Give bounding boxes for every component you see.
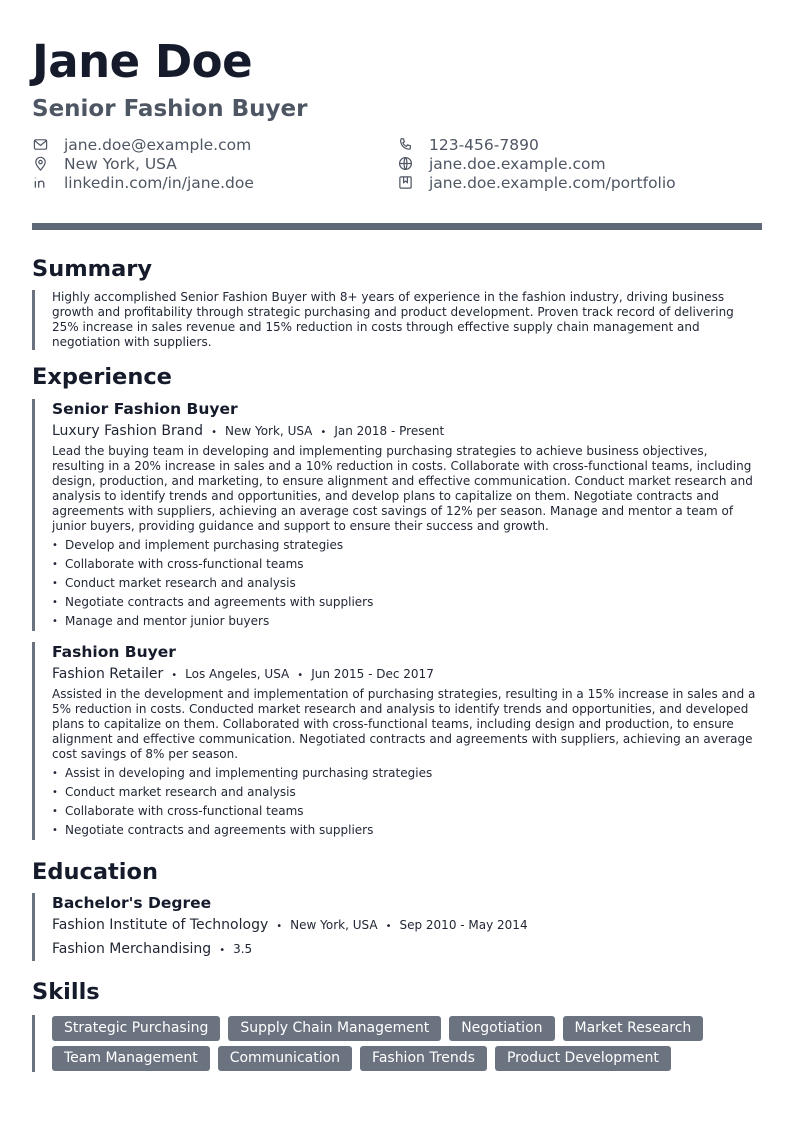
skill-chip: Supply Chain Management [228,1016,441,1041]
contact-portfolio-text: jane.doe.example.com/portfolio [429,173,676,192]
contact-email[interactable] [32,135,397,154]
skill-chip: Team Management [52,1046,210,1071]
list-item: • Conduct market research and analysis [52,574,762,593]
list-item: • Collaborate with cross-functional teams [52,802,762,821]
job-role: Fashion Buyer [52,643,176,661]
location-pin-icon [32,156,48,172]
separator-dot: • [320,427,327,438]
linkedin-icon [32,175,48,191]
separator-dot: • [385,921,392,932]
education-dates: Sep 2010 - May 2014 [399,918,528,932]
experience-heading: Experience [32,364,172,390]
job-entry [32,642,762,840]
list-item: • Develop and implement purchasing strategies [52,536,762,555]
separator-dot: • [171,670,178,681]
job-company: Luxury Fashion Brand [52,423,204,439]
job-location: Los Angeles, USA [185,667,290,681]
job-description: Assisted in the development and implementation of purchasing strategies, resulting in a 15% increase in sales and a 5% reduction in costs. Conducted market research and analysis to identify trends and opportunities, and developed plans to capitalize on them. Collaborated with cross-functional teams, including design and production, to ensure alignment and effective communication. Negotiated contracts and agreements with suppliers, achieving an average cost savings of 8% per season. [52,687,756,761]
education-field-row [52,939,762,961]
contact-website[interactable] [397,154,762,173]
contact-location [32,154,397,173]
candidate-name: Jane Doe [32,35,253,88]
education-entry [32,893,762,961]
separator-dot: • [276,921,283,932]
job-role: Senior Fashion Buyer [52,400,238,418]
list-item: • Assist in developing and implementing purchasing strategies [52,764,762,783]
contact-email-text: jane.doe@example.com [64,135,252,154]
job-description: Lead the buying team in developing and implementing purchasing strategies to achieve business objectives, resulting in a 20% increase in sales and a 10% reduction in costs. Collaborate with cross-functional teams, including design, production, and marketing, to ensure alignment and effective communication. Conduct market research and analysis to identify trends and opportunities, and develop plans to capitalize on them. Negotiate contracts and agreements with suppliers, achieving an average cost savings of 12% per season. Manage and mentor a team of junior buyers, providing guidance and support to ensure their success and growth. [52,444,753,533]
list-item: • Collaborate with cross-functional teams [52,555,762,574]
header-divider [32,223,762,230]
separator-dot: • [219,945,226,956]
contact-linkedin-text: linkedin.com/in/jane.doe [64,173,254,192]
job-entry [32,399,762,631]
portfolio-icon [397,175,413,191]
contact-list [32,135,762,192]
skill-chip: Fashion Trends [360,1046,487,1071]
job-meta [52,665,762,685]
separator-dot: • [297,670,304,681]
globe-icon [397,156,413,172]
contact-phone[interactable] [397,135,762,154]
skill-chip: Negotiation [449,1016,554,1041]
education-gpa: 3.5 [233,942,253,956]
skill-chip: Market Research [563,1016,704,1041]
contact-location-text: New York, USA [64,154,177,173]
education-school: Fashion Institute of Technology [52,917,269,933]
education-field: Fashion Merchandising [52,941,212,957]
mail-icon [32,137,48,153]
job-location: New York, USA [224,424,313,438]
job-company: Fashion Retailer [52,666,164,682]
separator-dot: • [211,427,217,438]
list-item: • Negotiate contracts and agreements with suppliers [52,821,762,840]
contact-linkedin[interactable] [32,173,397,192]
education-location: New York, USA [290,918,378,932]
skill-chip: Product Development [495,1046,671,1071]
education-degree: Bachelor's Degree [52,894,212,912]
candidate-title: Senior Fashion Buyer [32,96,308,122]
list-item: • Manage and mentor junior buyers [52,612,762,631]
list-item: • Negotiate contracts and agreements with suppliers [52,593,762,612]
skills-list [32,1015,762,1072]
education-heading: Education [32,859,158,885]
job-meta [52,422,762,442]
skills-heading: Skills [32,979,100,1005]
skill-chip: Communication [218,1046,352,1071]
contact-portfolio[interactable] [397,173,762,192]
education-meta [52,915,762,937]
skill-chip: Strategic Purchasing [52,1016,220,1041]
job-bullets [52,536,762,631]
summary-text: Highly accomplished Senior Fashion Buyer with 8+ years of experience in the fashion industry, driving business growth and profitability through strategic purchasing and product development. Proven track record of delivering 25% increase in sales revenue and 15% reduction in costs through effective supply chain management and negotiation with suppliers. [32,290,762,350]
job-dates: Jun 2015 - Dec 2017 [311,667,434,681]
contact-phone-text: 123-456-7890 [429,135,539,154]
summary-heading: Summary [32,256,153,282]
contact-website-text: jane.doe.example.com [429,154,606,173]
job-bullets [52,764,762,840]
phone-icon [397,137,413,153]
list-item: • Conduct market research and analysis [52,783,762,802]
job-dates: Jan 2018 - Present [334,424,445,438]
